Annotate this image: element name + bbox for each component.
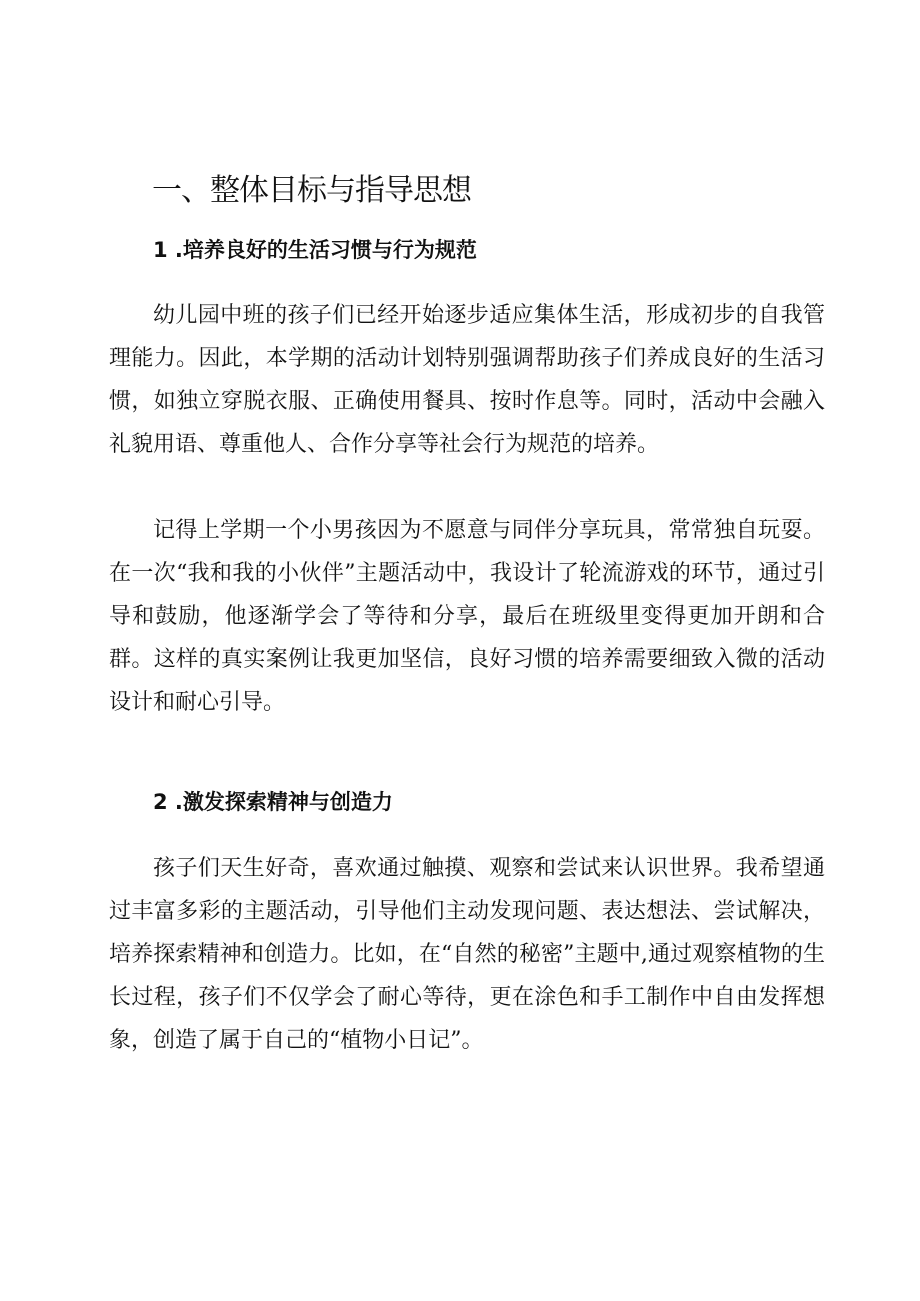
paragraph-habits-example: 记得上学期一个小男孩因为不愿意与同伴分享玩具，常常独自玩耍。在一次“我和我的小伙伴”主题活动中，我设计了轮流游戏的环节，通过引导和鼓励，他逐渐学会了等待和分享，最后在班级里变得更加开朗和合群。这样的真实案例让我更加坚信，良好习惯的培养需要细致入微的活动设计和耐心引导。 [109,518,825,715]
subsection-heading-exploration: 2 .激发探索精神与创造力 [153,790,393,814]
subsection-heading-habits: 1 .培养良好的生活习惯与行为规范 [153,238,477,262]
section-heading: 一、整体目标与指导思想 [152,173,471,208]
paragraph-exploration: 孩子们天生好奇，喜欢通过触摸、观察和尝试来认识世界。我希望通过丰富多彩的主题活动，引导他们主动发现问题、表达想法、尝试解决，培养探索精神和创造力。比如，在“自然的秘密”主题中,通过观察植物的生长过程，孩子们不仅学会了耐心等待，更在涂色和手工制作中自由发挥想象，创造了属于自己的“植物小日记”。 [109,856,825,1053]
paragraph-habits-intro: 幼儿园中班的孩子们已经开始逐步适应集体生活，形成初步的自我管理能力。因此，本学期的活动计划特别强调帮助孩子们养成良好的生活习惯，如独立穿脱衣服、正确使用餐具、按时作息等。同时，活动中会融入礼貌用语、尊重他人、合作分享等社会行为规范的培养。 [109,303,825,457]
